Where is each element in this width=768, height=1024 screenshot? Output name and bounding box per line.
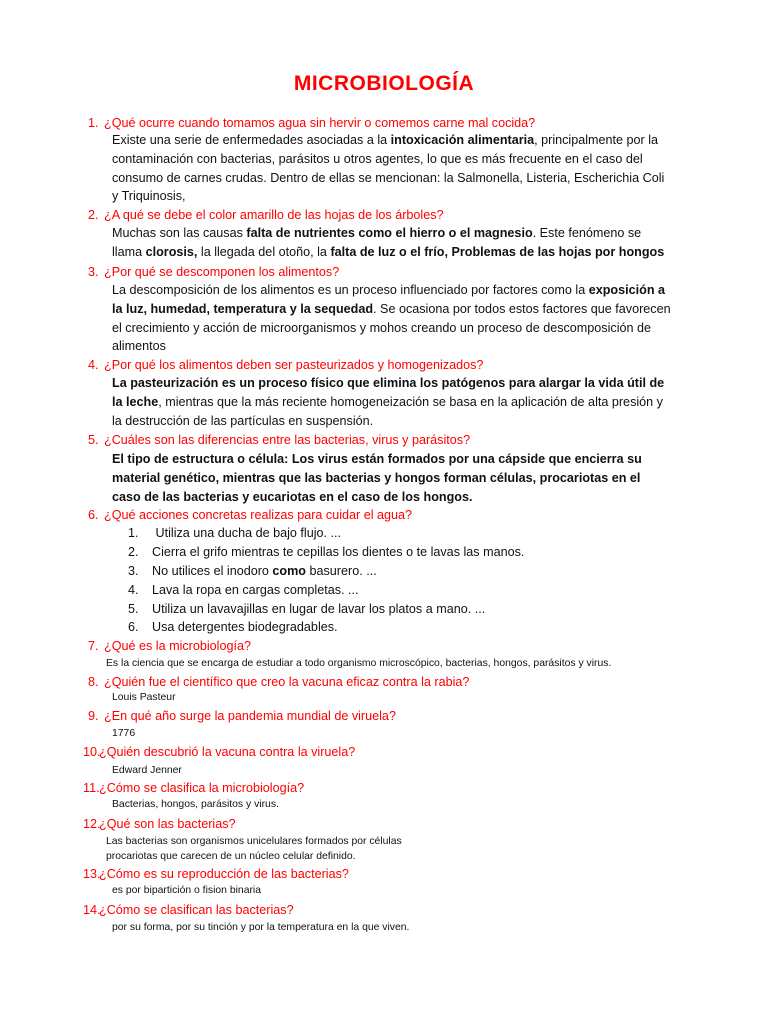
question-number: 11. xyxy=(83,781,100,795)
question-8 xyxy=(88,673,469,691)
answer-10: Edward Jenner xyxy=(112,765,182,776)
question-text: ¿Qué es la microbiología? xyxy=(104,639,251,653)
answer-12-line-1: Las bacterias son organismos unicelulares formados por células xyxy=(106,836,402,847)
answer-5 xyxy=(112,450,672,506)
answer-text: Muchas son las causas xyxy=(112,226,247,240)
list-number: 2. xyxy=(128,545,139,559)
question-text: ¿Qué son las bacterias? xyxy=(99,817,236,831)
answer-bold: clorosis, xyxy=(145,244,198,259)
document-title: MICROBIOLOGÍA xyxy=(293,72,475,95)
answer-9: 1776 xyxy=(112,728,136,739)
answer-8: Louis Pasteur xyxy=(112,692,176,703)
answer-text: . Este fenómeno se llama xyxy=(112,226,642,259)
list-text: Utiliza un lavavajillas en lugar de lavar los platos a mano. ... xyxy=(152,602,486,616)
question-text: ¿A qué se debe el color amarillo de las hojas de los árboles? xyxy=(104,208,444,222)
list-bold: como xyxy=(272,564,306,578)
question-number: 7. xyxy=(88,639,99,653)
list-number: 3. xyxy=(128,564,139,578)
list-number: 5. xyxy=(128,602,139,616)
list-text: Utiliza una ducha de bajo flujo. ... xyxy=(152,526,342,540)
question-text: ¿Por qué se descomponen los alimentos? xyxy=(104,265,340,279)
answer-3 xyxy=(112,281,672,356)
question-text: ¿En qué año surge la pandemia mundial de viruela? xyxy=(104,709,396,723)
question-text: ¿Qué acciones concretas realizas para cuidar el agua? xyxy=(104,508,413,522)
list-item xyxy=(128,524,341,543)
list-item xyxy=(128,543,524,562)
question-text: ¿Cuáles son las diferencias entre las bacterias, virus y parásitos? xyxy=(104,433,471,447)
question-number: 8. xyxy=(88,675,99,689)
question-5 xyxy=(88,431,470,449)
answer-12-line-2: procariotas que carecen de un núcleo celular definido. xyxy=(106,851,356,862)
question-13 xyxy=(83,865,349,883)
question-number: 3. xyxy=(88,265,99,279)
answer-text: La descomposición de los alimentos es un proceso influenciado por factores como la xyxy=(112,283,589,297)
question-14 xyxy=(83,901,294,919)
question-text: ¿Qué ocurre cuando tomamos agua sin hervir o comemos carne mal cocida? xyxy=(104,116,536,130)
answer-bold: falta de nutrientes como el hierro o el magnesio xyxy=(246,226,533,240)
answer-text: . Se ocasiona por todos estos factores que favorecen el crecimiento y acción de microorganismos y mohos creando un proceso de descomposición de alimentos xyxy=(112,301,671,354)
answer-text: la llegada del otoño, la xyxy=(197,244,331,259)
list-text: No utilices el inodoro xyxy=(152,564,273,578)
answer-14: por su forma, por su tinción y por la temperatura en la que viven. xyxy=(112,922,410,933)
answer-13: es por bipartición o fision binaria xyxy=(112,885,262,896)
question-text: ¿Cómo se clasifica la microbiología? xyxy=(99,781,305,795)
question-text: ¿Cómo es su reproducción de las bacterias? xyxy=(99,867,349,881)
answer-bold: exposición a la luz, humedad, temperatura y la sequedad xyxy=(112,283,666,316)
list-text: Usa detergentes biodegradables. xyxy=(152,620,338,634)
question-6 xyxy=(88,506,412,524)
question-3 xyxy=(88,263,339,281)
question-2 xyxy=(88,206,444,224)
answer-7: Es la ciencia que se encarga de estudiar a todo organismo microscópico, bacterias, hongos, parásitos y virus. xyxy=(106,658,612,669)
list-item xyxy=(128,618,338,637)
question-text: ¿Cómo se clasifican las bacterias? xyxy=(99,903,294,917)
answer-bold: intoxicación alimentaria xyxy=(390,133,535,147)
answer-1 xyxy=(112,131,672,206)
answer-11: Bacterias, hongos, parásitos y virus. xyxy=(112,799,279,810)
question-9 xyxy=(88,707,396,725)
list-number: 4. xyxy=(128,583,139,597)
list-number: 6. xyxy=(128,620,139,634)
answer-2 xyxy=(112,224,672,262)
list-item xyxy=(128,581,359,600)
answer-bold: El tipo de estructura o célula: Los virus están formados por una cápside que encierra su material genético, mientras que las bacterias y hongos forman células, procariotas en el caso de las bacterias y eucariotas en el caso de los hongos. xyxy=(112,452,642,504)
answer-4 xyxy=(112,374,672,430)
question-number: 1. xyxy=(88,116,99,130)
question-number: 14. xyxy=(83,903,101,917)
question-10 xyxy=(83,743,356,761)
question-number: 13. xyxy=(83,867,101,881)
list-number: 1. xyxy=(128,526,139,540)
question-number: 2. xyxy=(88,208,99,222)
question-text: ¿Quién fue el científico que creo la vacuna eficaz contra la rabia? xyxy=(104,675,470,689)
question-1 xyxy=(88,114,535,132)
answer-text: , principalmente por la contaminación con bacterias, parásitos u otros agentes, lo que es más frecuente en el caso del consumo de carnes crudas. Dentro de ellas se mencionan: la Salmonella, Listeria, Escherichia Coli y Triquinosis, xyxy=(112,133,665,204)
list-text: basurero. ... xyxy=(306,564,377,578)
list-item xyxy=(128,600,485,619)
question-text: ¿Por qué los alimentos deben ser pasteurizados y homogenizados? xyxy=(104,358,484,372)
question-7 xyxy=(88,637,251,655)
question-12 xyxy=(83,815,236,833)
question-11 xyxy=(83,779,305,797)
question-4 xyxy=(88,356,483,374)
answer-bold: falta de luz o el frío, Problemas de las hojas por hongos xyxy=(330,244,665,259)
question-number: 10. xyxy=(83,745,101,759)
answer-text: , mientras que la más reciente homogeneización se basa en la aplicación de alta presión y la destrucción de las partículas en suspensión. xyxy=(112,394,663,428)
list-text: Lava la ropa en cargas completas. ... xyxy=(152,583,359,597)
question-number: 4. xyxy=(88,358,99,372)
list-item xyxy=(128,562,377,581)
question-text: ¿Quién descubrió la vacuna contra la viruela? xyxy=(99,745,356,759)
answer-bold: La pasteurización es un proceso físico que elimina los patógenos para alargar la vida útil de la leche xyxy=(112,376,665,409)
answer-text: Existe una serie de enfermedades asociadas a la xyxy=(112,133,391,147)
question-number: 9. xyxy=(88,709,99,723)
question-number: 12. xyxy=(83,817,101,831)
list-text: Cierra el grifo mientras te cepillas los dientes o te lavas las manos. xyxy=(152,545,525,559)
question-number: 6. xyxy=(88,508,99,522)
question-number: 5. xyxy=(88,433,99,447)
